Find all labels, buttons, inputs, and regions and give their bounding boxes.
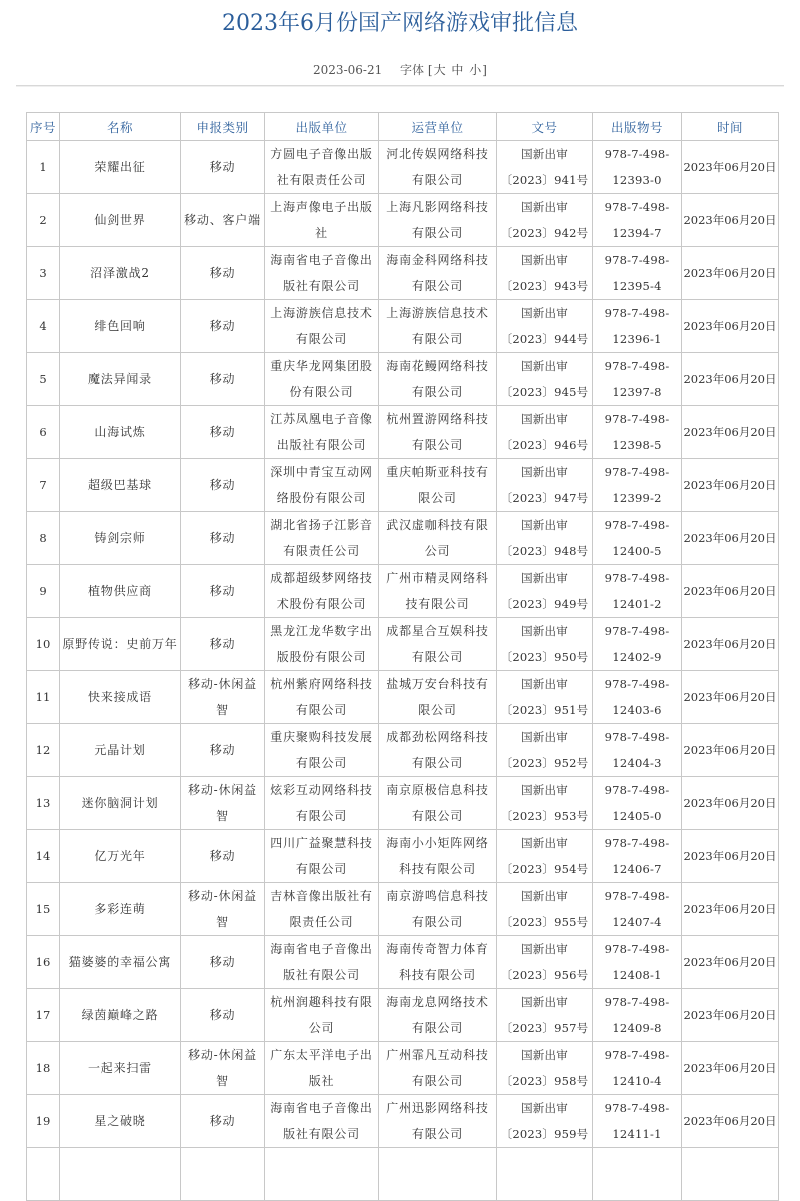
doc-no: 〔2023〕951号 bbox=[500, 703, 589, 717]
cell-isbn bbox=[593, 300, 682, 353]
cell-category: 移动 bbox=[181, 141, 265, 194]
isbn-prefix: 978-7-498- bbox=[604, 200, 670, 214]
table-row bbox=[27, 724, 779, 777]
isbn-prefix: 978-7-498- bbox=[604, 412, 670, 426]
cell-isbn bbox=[593, 512, 682, 565]
isbn-prefix: 978-7-498- bbox=[604, 518, 670, 532]
cell-category: 移动 bbox=[181, 459, 265, 512]
cell-no: 13 bbox=[27, 777, 60, 830]
doc-no: 〔2023〕946号 bbox=[500, 438, 589, 452]
cell-isbn bbox=[593, 989, 682, 1042]
cell-isbn bbox=[593, 565, 682, 618]
cell-empty bbox=[60, 1148, 181, 1201]
cell-doc-number bbox=[497, 830, 593, 883]
cell-category: 移动 bbox=[181, 565, 265, 618]
cell-doc-number bbox=[497, 883, 593, 936]
cell-doc-number bbox=[497, 1095, 593, 1148]
game-approval-table bbox=[26, 112, 779, 1201]
cell-isbn bbox=[593, 1042, 682, 1095]
cell-operator: 成都劲松网络科技有限公司 bbox=[379, 724, 497, 777]
cell-isbn bbox=[593, 247, 682, 300]
isbn-prefix: 978-7-498- bbox=[604, 571, 670, 585]
doc-no: 〔2023〕952号 bbox=[500, 756, 589, 770]
table-row bbox=[27, 459, 779, 512]
cell-game-name: 一起来扫雷 bbox=[60, 1042, 181, 1095]
publish-date: 2023-06-21 bbox=[313, 63, 383, 77]
table-body bbox=[27, 141, 779, 1201]
cell-game-name: 铸剑宗师 bbox=[60, 512, 181, 565]
cell-operator: 海南传奇智力体育科技有限公司 bbox=[379, 936, 497, 989]
cell-isbn bbox=[593, 830, 682, 883]
cell-game-name: 植物供应商 bbox=[60, 565, 181, 618]
doc-no: 〔2023〕948号 bbox=[500, 544, 589, 558]
cell-date: 2023年06月20日 bbox=[682, 459, 779, 512]
cell-isbn bbox=[593, 1095, 682, 1148]
cell-doc-number bbox=[497, 1042, 593, 1095]
cell-isbn bbox=[593, 671, 682, 724]
cell-empty bbox=[593, 1148, 682, 1201]
cell-operator: 重庆帕斯亚科技有限公司 bbox=[379, 459, 497, 512]
cell-category: 移动 bbox=[181, 618, 265, 671]
isbn-suffix: 12410-4 bbox=[612, 1074, 662, 1088]
table-row bbox=[27, 671, 779, 724]
doc-no: 〔2023〕945号 bbox=[500, 385, 589, 399]
doc-prefix: 国新出审 bbox=[521, 730, 568, 744]
cell-empty bbox=[497, 1148, 593, 1201]
cell-no: 7 bbox=[27, 459, 60, 512]
cell-operator: 盐城万安台科技有限公司 bbox=[379, 671, 497, 724]
cell-operator: 广州霏凡互动科技有限公司 bbox=[379, 1042, 497, 1095]
cell-game-name: 元晶计划 bbox=[60, 724, 181, 777]
cell-operator: 上海游族信息技术有限公司 bbox=[379, 300, 497, 353]
cell-operator: 广州市精灵网络科技有限公司 bbox=[379, 565, 497, 618]
table-row bbox=[27, 936, 779, 989]
table-row bbox=[27, 247, 779, 300]
cell-publisher: 成都超级梦网络技术股份有限公司 bbox=[265, 565, 379, 618]
isbn-prefix: 978-7-498- bbox=[604, 942, 670, 956]
doc-no: 〔2023〕954号 bbox=[500, 862, 589, 876]
isbn-suffix: 12406-7 bbox=[612, 862, 662, 876]
cell-publisher: 黑龙江龙华数字出版股份有限公司 bbox=[265, 618, 379, 671]
table-row bbox=[27, 353, 779, 406]
isbn-prefix: 978-7-498- bbox=[604, 1101, 670, 1115]
cell-operator: 海南金科网络科技有限公司 bbox=[379, 247, 497, 300]
cell-date: 2023年06月20日 bbox=[682, 565, 779, 618]
cell-publisher: 江苏凤凰电子音像出版社有限公司 bbox=[265, 406, 379, 459]
cell-isbn bbox=[593, 459, 682, 512]
cell-category: 移动 bbox=[181, 406, 265, 459]
column-header-date: 时间 bbox=[682, 113, 779, 141]
isbn-prefix: 978-7-498- bbox=[604, 147, 670, 161]
table-row-partial bbox=[27, 1148, 779, 1201]
doc-prefix: 国新出审 bbox=[521, 942, 568, 956]
cell-isbn bbox=[593, 777, 682, 830]
cell-no: 8 bbox=[27, 512, 60, 565]
cell-no: 17 bbox=[27, 989, 60, 1042]
doc-no: 〔2023〕953号 bbox=[500, 809, 589, 823]
isbn-prefix: 978-7-498- bbox=[604, 836, 670, 850]
isbn-suffix: 12398-5 bbox=[612, 438, 662, 452]
cell-doc-number bbox=[497, 936, 593, 989]
cell-doc-number bbox=[497, 671, 593, 724]
doc-prefix: 国新出审 bbox=[521, 1101, 568, 1115]
table-row bbox=[27, 883, 779, 936]
cell-game-name: 绯色回响 bbox=[60, 300, 181, 353]
cell-date: 2023年06月20日 bbox=[682, 1042, 779, 1095]
cell-doc-number bbox=[497, 406, 593, 459]
cell-operator: 海南小小矩阵网络科技有限公司 bbox=[379, 830, 497, 883]
cell-isbn bbox=[593, 406, 682, 459]
cell-publisher: 广东太平洋电子出版社 bbox=[265, 1042, 379, 1095]
cell-date: 2023年06月20日 bbox=[682, 406, 779, 459]
cell-publisher: 上海声像电子出版社 bbox=[265, 194, 379, 247]
cell-category: 移动 bbox=[181, 512, 265, 565]
doc-prefix: 国新出审 bbox=[521, 518, 568, 532]
isbn-suffix: 12394-7 bbox=[612, 226, 662, 240]
cell-date: 2023年06月20日 bbox=[682, 883, 779, 936]
column-header-no: 序号 bbox=[27, 113, 60, 141]
cell-no: 9 bbox=[27, 565, 60, 618]
doc-prefix: 国新出审 bbox=[521, 200, 568, 214]
cell-publisher: 湖北省扬子江影音有限责任公司 bbox=[265, 512, 379, 565]
cell-publisher: 炫彩互动网络科技有限公司 bbox=[265, 777, 379, 830]
font-size-small-link[interactable]: 小 bbox=[469, 63, 482, 77]
cell-date: 2023年06月20日 bbox=[682, 512, 779, 565]
isbn-suffix: 12395-4 bbox=[612, 279, 662, 293]
cell-publisher: 方圆电子音像出版社有限责任公司 bbox=[265, 141, 379, 194]
cell-doc-number bbox=[497, 300, 593, 353]
cell-doc-number bbox=[497, 989, 593, 1042]
isbn-suffix: 12396-1 bbox=[612, 332, 662, 346]
cell-date: 2023年06月20日 bbox=[682, 618, 779, 671]
cell-category: 移动、客户端 bbox=[181, 194, 265, 247]
isbn-prefix: 978-7-498- bbox=[604, 677, 670, 691]
doc-prefix: 国新出审 bbox=[521, 889, 568, 903]
cell-date: 2023年06月20日 bbox=[682, 777, 779, 830]
cell-date: 2023年06月20日 bbox=[682, 830, 779, 883]
cell-date: 2023年06月20日 bbox=[682, 353, 779, 406]
doc-prefix: 国新出审 bbox=[521, 412, 568, 426]
column-header-category: 申报类别 bbox=[181, 113, 265, 141]
article-meta bbox=[0, 60, 800, 80]
table-row bbox=[27, 194, 779, 247]
cell-empty bbox=[379, 1148, 497, 1201]
cell-empty bbox=[265, 1148, 379, 1201]
doc-prefix: 国新出审 bbox=[521, 783, 568, 797]
cell-date: 2023年06月20日 bbox=[682, 1095, 779, 1148]
table-row bbox=[27, 406, 779, 459]
table-row bbox=[27, 300, 779, 353]
column-header-publisher: 出版单位 bbox=[265, 113, 379, 141]
column-header-name: 名称 bbox=[60, 113, 181, 141]
doc-prefix: 国新出审 bbox=[521, 359, 568, 373]
cell-no: 12 bbox=[27, 724, 60, 777]
cell-isbn bbox=[593, 724, 682, 777]
cell-no: 18 bbox=[27, 1042, 60, 1095]
cell-no: 6 bbox=[27, 406, 60, 459]
isbn-suffix: 12401-2 bbox=[612, 597, 662, 611]
cell-isbn bbox=[593, 194, 682, 247]
cell-date: 2023年06月20日 bbox=[682, 300, 779, 353]
cell-empty bbox=[682, 1148, 779, 1201]
table-row bbox=[27, 830, 779, 883]
cell-empty bbox=[181, 1148, 265, 1201]
cell-isbn bbox=[593, 141, 682, 194]
font-size-label: 字体 bbox=[400, 63, 425, 77]
cell-publisher: 重庆华龙网集团股份有限公司 bbox=[265, 353, 379, 406]
isbn-prefix: 978-7-498- bbox=[604, 359, 670, 373]
cell-category: 移动 bbox=[181, 936, 265, 989]
cell-publisher: 重庆聚购科技发展有限公司 bbox=[265, 724, 379, 777]
cell-operator: 海南龙息网络技术有限公司 bbox=[379, 989, 497, 1042]
isbn-prefix: 978-7-498- bbox=[604, 624, 670, 638]
isbn-suffix: 12408-1 bbox=[612, 968, 662, 982]
cell-game-name: 绿茵巅峰之路 bbox=[60, 989, 181, 1042]
cell-date: 2023年06月20日 bbox=[682, 936, 779, 989]
cell-date: 2023年06月20日 bbox=[682, 724, 779, 777]
cell-publisher: 海南省电子音像出版社有限公司 bbox=[265, 936, 379, 989]
font-size-bracket-close: ] bbox=[482, 63, 487, 77]
table-row bbox=[27, 565, 779, 618]
doc-no: 〔2023〕955号 bbox=[500, 915, 589, 929]
cell-empty bbox=[27, 1148, 60, 1201]
doc-prefix: 国新出审 bbox=[521, 677, 568, 691]
doc-no: 〔2023〕947号 bbox=[500, 491, 589, 505]
cell-no: 11 bbox=[27, 671, 60, 724]
cell-no: 1 bbox=[27, 141, 60, 194]
isbn-suffix: 12399-2 bbox=[612, 491, 662, 505]
isbn-suffix: 12393-0 bbox=[612, 173, 662, 187]
doc-prefix: 国新出审 bbox=[521, 465, 568, 479]
doc-no: 〔2023〕956号 bbox=[500, 968, 589, 982]
table-row bbox=[27, 1095, 779, 1148]
doc-no: 〔2023〕959号 bbox=[500, 1127, 589, 1141]
cell-category: 移动-休闲益智 bbox=[181, 671, 265, 724]
isbn-prefix: 978-7-498- bbox=[604, 253, 670, 267]
doc-prefix: 国新出审 bbox=[521, 306, 568, 320]
cell-game-name: 原野传说：史前万年 bbox=[60, 618, 181, 671]
cell-operator: 上海凡影网络科技有限公司 bbox=[379, 194, 497, 247]
cell-date: 2023年06月20日 bbox=[682, 247, 779, 300]
column-header-doc-number: 文号 bbox=[497, 113, 593, 141]
doc-no: 〔2023〕943号 bbox=[500, 279, 589, 293]
isbn-suffix: 12404-3 bbox=[612, 756, 662, 770]
table-header-row bbox=[27, 113, 779, 141]
table-row bbox=[27, 141, 779, 194]
cell-operator: 南京游鸣信息科技有限公司 bbox=[379, 883, 497, 936]
isbn-prefix: 978-7-498- bbox=[604, 995, 670, 1009]
isbn-prefix: 978-7-498- bbox=[604, 889, 670, 903]
doc-no: 〔2023〕942号 bbox=[500, 226, 589, 240]
font-size-large-link[interactable]: 大 bbox=[433, 63, 446, 77]
cell-date: 2023年06月20日 bbox=[682, 141, 779, 194]
cell-category: 移动-休闲益智 bbox=[181, 883, 265, 936]
cell-doc-number bbox=[497, 353, 593, 406]
doc-prefix: 国新出审 bbox=[521, 836, 568, 850]
cell-category: 移动 bbox=[181, 353, 265, 406]
cell-publisher: 深圳中青宝互动网络股份有限公司 bbox=[265, 459, 379, 512]
cell-doc-number bbox=[497, 724, 593, 777]
cell-category: 移动-休闲益智 bbox=[181, 1042, 265, 1095]
isbn-prefix: 978-7-498- bbox=[604, 783, 670, 797]
cell-game-name: 魔法异闻录 bbox=[60, 353, 181, 406]
isbn-suffix: 12403-6 bbox=[612, 703, 662, 717]
doc-no: 〔2023〕957号 bbox=[500, 1021, 589, 1035]
table-row bbox=[27, 1042, 779, 1095]
isbn-suffix: 12397-8 bbox=[612, 385, 662, 399]
cell-date: 2023年06月20日 bbox=[682, 989, 779, 1042]
cell-isbn bbox=[593, 353, 682, 406]
cell-game-name: 山海试炼 bbox=[60, 406, 181, 459]
isbn-prefix: 978-7-498- bbox=[604, 1048, 670, 1062]
cell-no: 14 bbox=[27, 830, 60, 883]
cell-doc-number bbox=[497, 512, 593, 565]
isbn-suffix: 12402-9 bbox=[612, 650, 662, 664]
font-size-bracket-open: [ bbox=[427, 63, 433, 77]
cell-no: 15 bbox=[27, 883, 60, 936]
table-row bbox=[27, 512, 779, 565]
cell-isbn bbox=[593, 883, 682, 936]
cell-operator: 海南花鳗网络科技有限公司 bbox=[379, 353, 497, 406]
isbn-suffix: 12400-5 bbox=[612, 544, 662, 558]
cell-game-name: 猫婆婆的幸福公寓 bbox=[60, 936, 181, 989]
cell-doc-number bbox=[497, 194, 593, 247]
cell-no: 19 bbox=[27, 1095, 60, 1148]
isbn-suffix: 12411-1 bbox=[612, 1127, 662, 1141]
cell-doc-number bbox=[497, 247, 593, 300]
cell-publisher: 海南省电子音像出版社有限公司 bbox=[265, 1095, 379, 1148]
isbn-suffix: 12407-4 bbox=[612, 915, 662, 929]
cell-category: 移动 bbox=[181, 300, 265, 353]
font-size-medium-link[interactable]: 中 bbox=[451, 63, 464, 77]
column-header-isbn: 出版物号 bbox=[593, 113, 682, 141]
cell-doc-number bbox=[497, 618, 593, 671]
cell-operator: 南京原极信息科技有限公司 bbox=[379, 777, 497, 830]
cell-no: 4 bbox=[27, 300, 60, 353]
cell-doc-number bbox=[497, 565, 593, 618]
cell-game-name: 仙剑世界 bbox=[60, 194, 181, 247]
table-row bbox=[27, 777, 779, 830]
cell-doc-number bbox=[497, 459, 593, 512]
cell-no: 3 bbox=[27, 247, 60, 300]
cell-game-name: 沼泽激战2 bbox=[60, 247, 181, 300]
cell-isbn bbox=[593, 936, 682, 989]
cell-game-name: 亿万光年 bbox=[60, 830, 181, 883]
cell-publisher: 四川广益聚慧科技有限公司 bbox=[265, 830, 379, 883]
cell-game-name: 星之破晓 bbox=[60, 1095, 181, 1148]
cell-isbn bbox=[593, 618, 682, 671]
cell-operator: 武汉虚咖科技有限公司 bbox=[379, 512, 497, 565]
cell-date: 2023年06月20日 bbox=[682, 671, 779, 724]
cell-game-name: 荣耀出征 bbox=[60, 141, 181, 194]
cell-publisher: 海南省电子音像出版社有限公司 bbox=[265, 247, 379, 300]
cell-game-name: 快来接成语 bbox=[60, 671, 181, 724]
column-header-operator: 运营单位 bbox=[379, 113, 497, 141]
doc-prefix: 国新出审 bbox=[521, 253, 568, 267]
cell-category: 移动-休闲益智 bbox=[181, 777, 265, 830]
isbn-suffix: 12405-0 bbox=[612, 809, 662, 823]
cell-game-name: 超级巴基球 bbox=[60, 459, 181, 512]
doc-no: 〔2023〕949号 bbox=[500, 597, 589, 611]
cell-game-name: 多彩连萌 bbox=[60, 883, 181, 936]
cell-publisher: 上海游族信息技术有限公司 bbox=[265, 300, 379, 353]
cell-no: 16 bbox=[27, 936, 60, 989]
cell-date: 2023年06月20日 bbox=[682, 194, 779, 247]
isbn-prefix: 978-7-498- bbox=[604, 465, 670, 479]
cell-operator: 杭州置游网络科技有限公司 bbox=[379, 406, 497, 459]
table-row bbox=[27, 618, 779, 671]
header-divider bbox=[16, 85, 784, 86]
cell-category: 移动 bbox=[181, 989, 265, 1042]
cell-operator: 广州迅影网络科技有限公司 bbox=[379, 1095, 497, 1148]
cell-publisher: 吉林音像出版社有限责任公司 bbox=[265, 883, 379, 936]
doc-prefix: 国新出审 bbox=[521, 1048, 568, 1062]
cell-operator: 河北传娱网络科技有限公司 bbox=[379, 141, 497, 194]
cell-no: 5 bbox=[27, 353, 60, 406]
doc-no: 〔2023〕944号 bbox=[500, 332, 589, 346]
cell-doc-number bbox=[497, 141, 593, 194]
cell-doc-number bbox=[497, 777, 593, 830]
doc-prefix: 国新出审 bbox=[521, 571, 568, 585]
cell-publisher: 杭州紫府网络科技有限公司 bbox=[265, 671, 379, 724]
cell-no: 2 bbox=[27, 194, 60, 247]
cell-category: 移动 bbox=[181, 247, 265, 300]
cell-category: 移动 bbox=[181, 830, 265, 883]
doc-prefix: 国新出审 bbox=[521, 147, 568, 161]
isbn-prefix: 978-7-498- bbox=[604, 730, 670, 744]
cell-no: 10 bbox=[27, 618, 60, 671]
doc-prefix: 国新出审 bbox=[521, 995, 568, 1009]
cell-game-name: 迷你脑洞计划 bbox=[60, 777, 181, 830]
doc-no: 〔2023〕958号 bbox=[500, 1074, 589, 1088]
isbn-suffix: 12409-8 bbox=[612, 1021, 662, 1035]
table-row bbox=[27, 989, 779, 1042]
doc-no: 〔2023〕950号 bbox=[500, 650, 589, 664]
page-title: 2023年6月份国产网络游戏审批信息 bbox=[222, 11, 578, 36]
cell-operator: 成都星合互娱科技有限公司 bbox=[379, 618, 497, 671]
cell-category: 移动 bbox=[181, 1095, 265, 1148]
doc-no: 〔2023〕941号 bbox=[500, 173, 589, 187]
cell-category: 移动 bbox=[181, 724, 265, 777]
doc-prefix: 国新出审 bbox=[521, 624, 568, 638]
cell-publisher: 杭州润趣科技有限公司 bbox=[265, 989, 379, 1042]
isbn-prefix: 978-7-498- bbox=[604, 306, 670, 320]
